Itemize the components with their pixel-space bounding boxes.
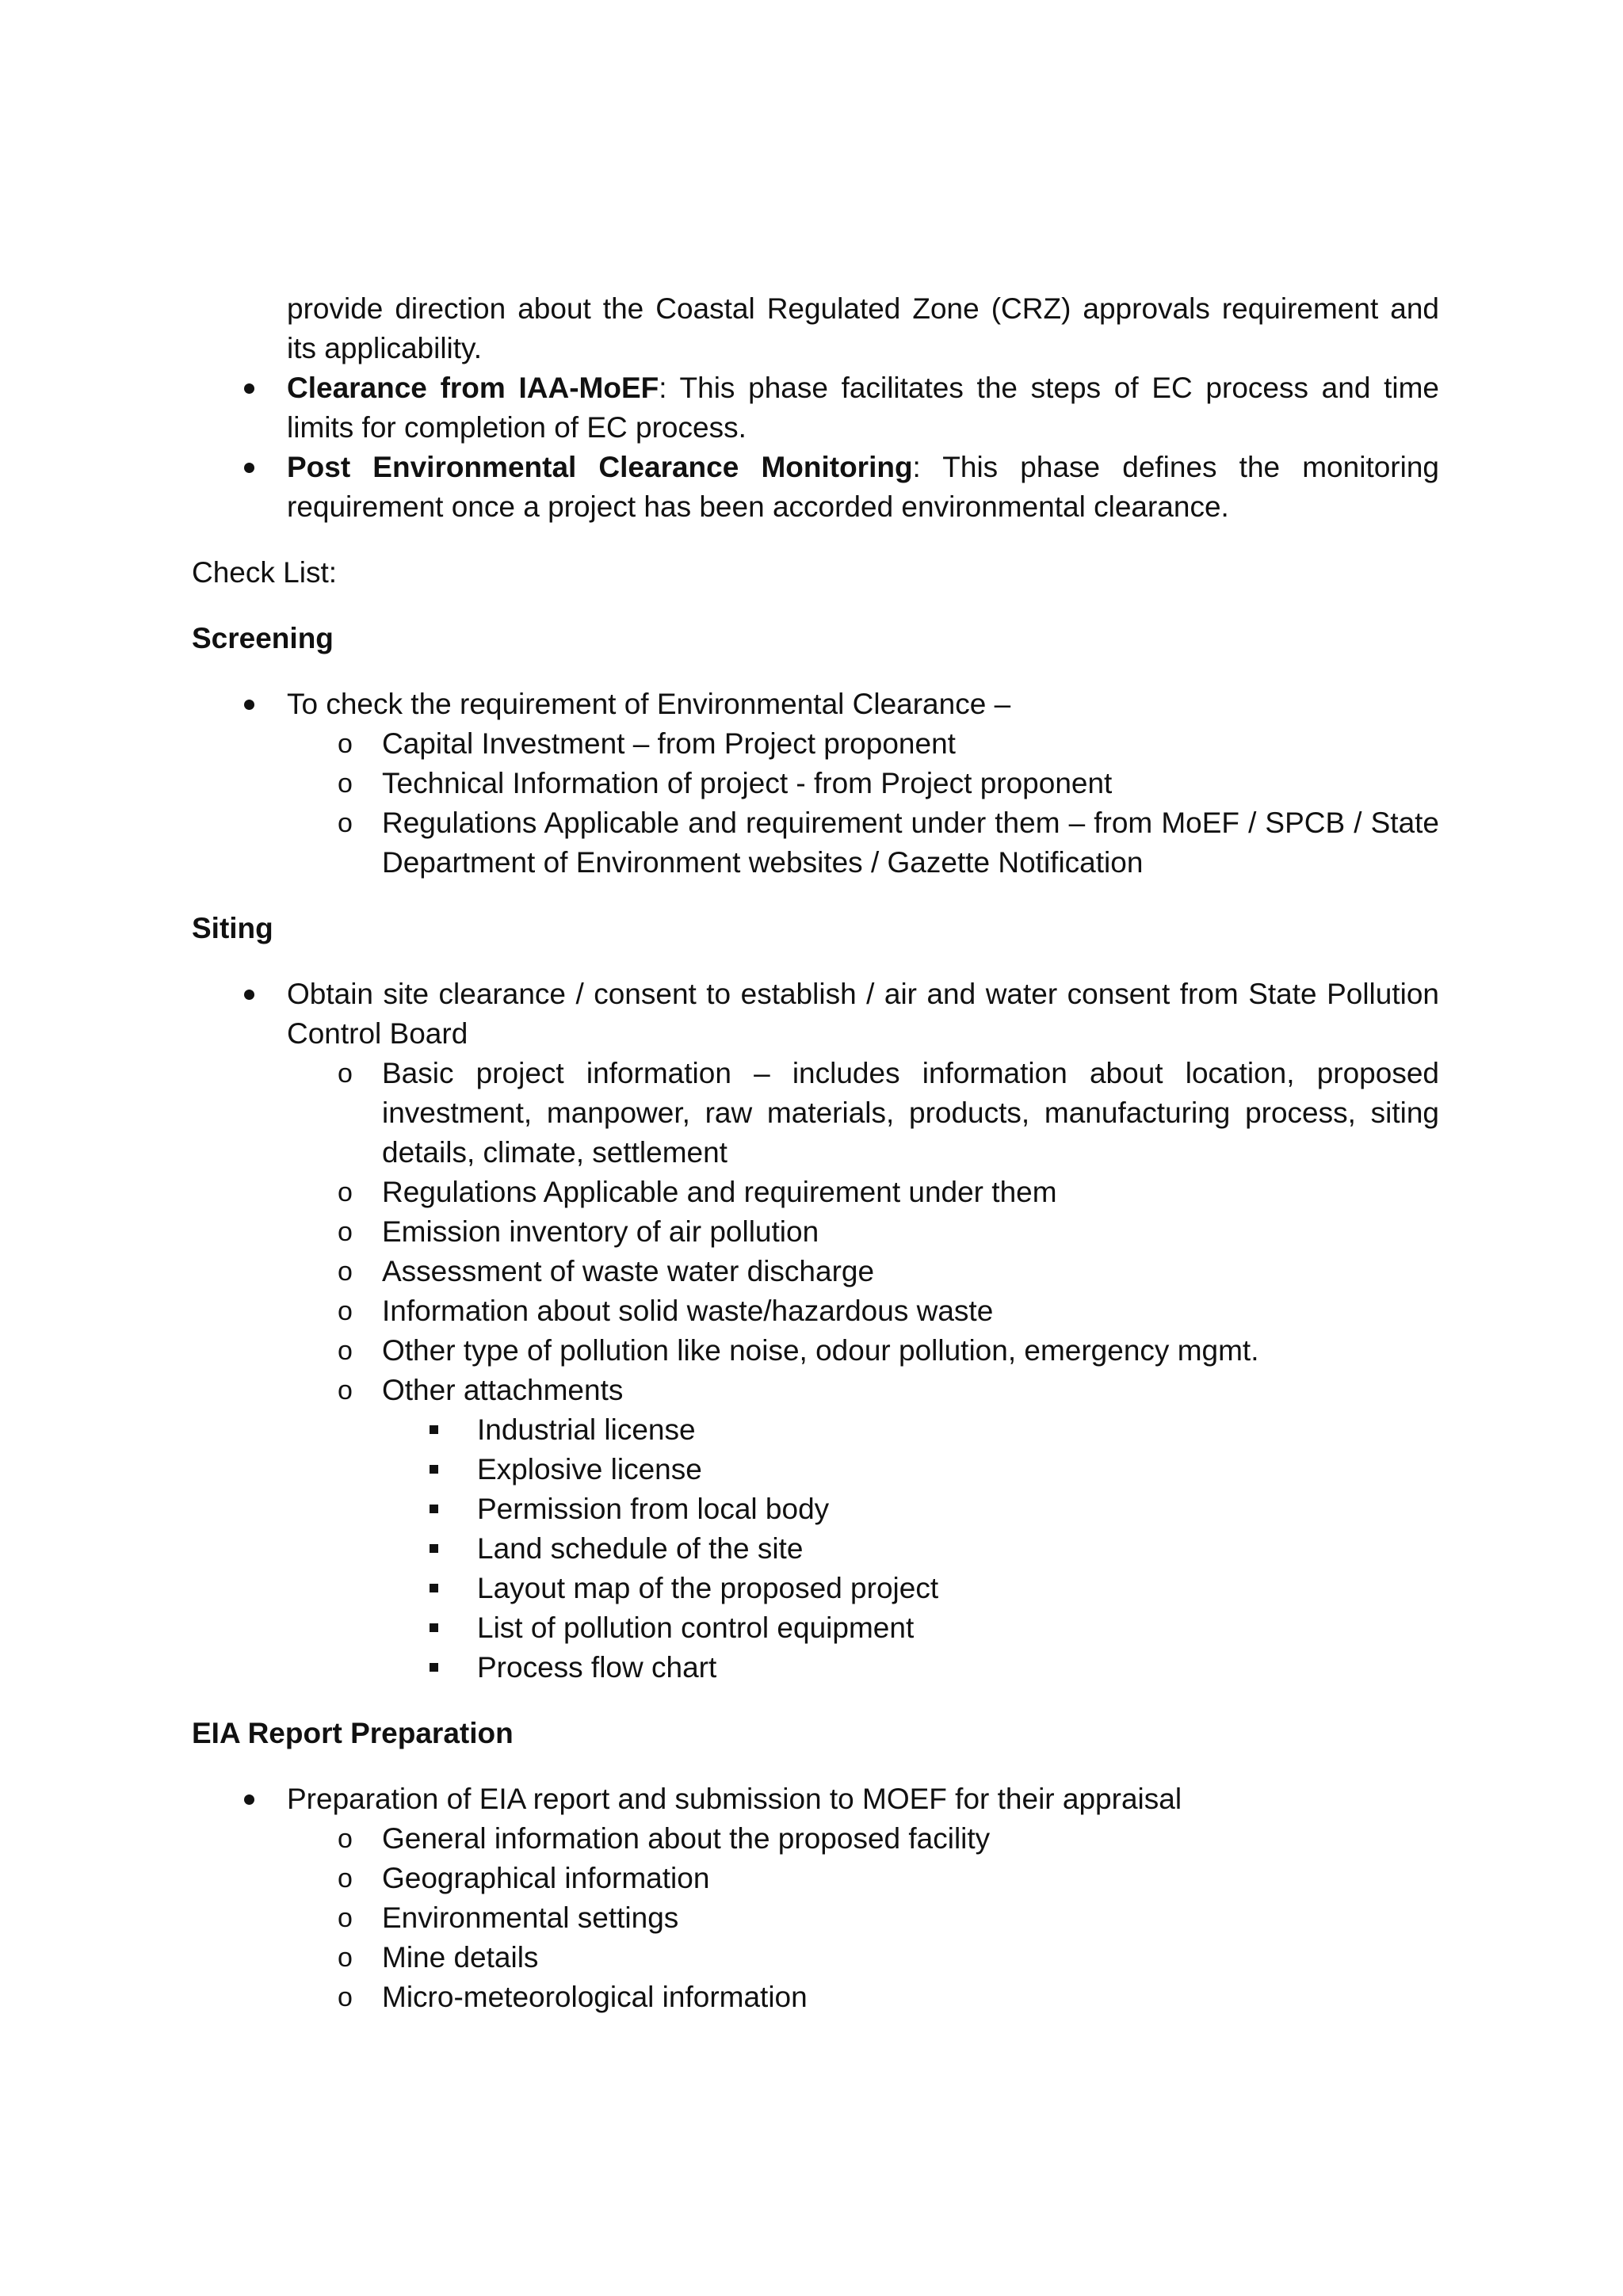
list-item: Layout map of the proposed project — [382, 1569, 1439, 1608]
list-item — [192, 448, 1439, 527]
eia-sublist — [287, 1819, 1439, 2017]
phase-list — [192, 368, 1439, 527]
list-item: o Capital Investment – from Project proponent — [287, 724, 1439, 764]
list-item: o Micro-meteorological information — [287, 1978, 1439, 2017]
list-item: o Emission inventory of air pollution — [287, 1212, 1439, 1252]
list-item: Industrial license — [382, 1410, 1439, 1450]
list-item: o Technical Information of project - from Project proponent — [287, 764, 1439, 803]
list-item: o Assessment of waste water discharge — [287, 1252, 1439, 1291]
eia-bullet: Preparation of EIA report and submission to MOEF for their appraisal — [287, 1783, 1182, 1815]
siting-heading: Siting — [192, 912, 273, 944]
list-item: Permission from local body — [382, 1489, 1439, 1529]
page-content — [192, 289, 1439, 2017]
list-item: o Other type of pollution like noise, odour pollution, emergency mgmt. — [287, 1331, 1439, 1371]
intro-continuation: provide direction about the Coastal Regulated Zone (CRZ) approvals requirement and its applicability. — [287, 292, 1439, 364]
list-item — [192, 974, 1439, 1688]
list-item: List of pollution control equipment — [382, 1608, 1439, 1648]
screening-heading: Screening — [192, 622, 334, 654]
eia-heading: EIA Report Preparation — [192, 1717, 514, 1749]
screening-bullet: To check the requirement of Environmental Clearance – — [287, 688, 1011, 720]
screening-sublist — [287, 724, 1439, 883]
list-item — [192, 1779, 1439, 2017]
list-item — [287, 1371, 1439, 1688]
list-item: o Regulations Applicable and requirement under them — [287, 1173, 1439, 1212]
bullet-title: Clearance from IAA-MoEF — [287, 372, 659, 404]
list-item: o Basic project information – includes information about location, proposed investment, manpower, raw materials, products, manufacturing process, siting details, climate, settlement — [287, 1054, 1439, 1173]
attachments-label: Other attachments — [382, 1374, 624, 1406]
attachments-list — [382, 1410, 1439, 1688]
screening-list — [192, 685, 1439, 883]
list-item: o Geographical information — [287, 1859, 1439, 1898]
list-item: o Environmental settings — [287, 1898, 1439, 1938]
list-item — [192, 368, 1439, 448]
bullet-title: Post Environmental Clearance Monitoring — [287, 451, 913, 483]
list-item: o General information about the proposed facility — [287, 1819, 1439, 1859]
bullet-text: : This phase facilitates the steps of EC process and time limits for completion of EC process. — [287, 372, 1439, 444]
eia-list — [192, 1779, 1439, 2017]
list-item — [192, 685, 1439, 883]
checklist-label: Check List: — [192, 556, 338, 589]
list-item: o Information about solid waste/hazardous waste — [287, 1291, 1439, 1331]
bullet-text: : This phase defines the monitoring requirement once a project has been accorded environmental clearance. — [287, 451, 1439, 523]
list-item: Explosive license — [382, 1450, 1439, 1489]
list-item: Land schedule of the site — [382, 1529, 1439, 1569]
siting-bullet: Obtain site clearance / consent to establish / air and water consent from State Pollution Control Board — [287, 978, 1439, 1050]
list-item: o Mine details — [287, 1938, 1439, 1978]
list-item: o Regulations Applicable and requirement under them – from MoEF / SPCB / State Department of Environment websites / Gazette Notification — [287, 803, 1439, 883]
siting-sublist — [287, 1054, 1439, 1688]
siting-list — [192, 974, 1439, 1688]
list-item: Process flow chart — [382, 1648, 1439, 1688]
